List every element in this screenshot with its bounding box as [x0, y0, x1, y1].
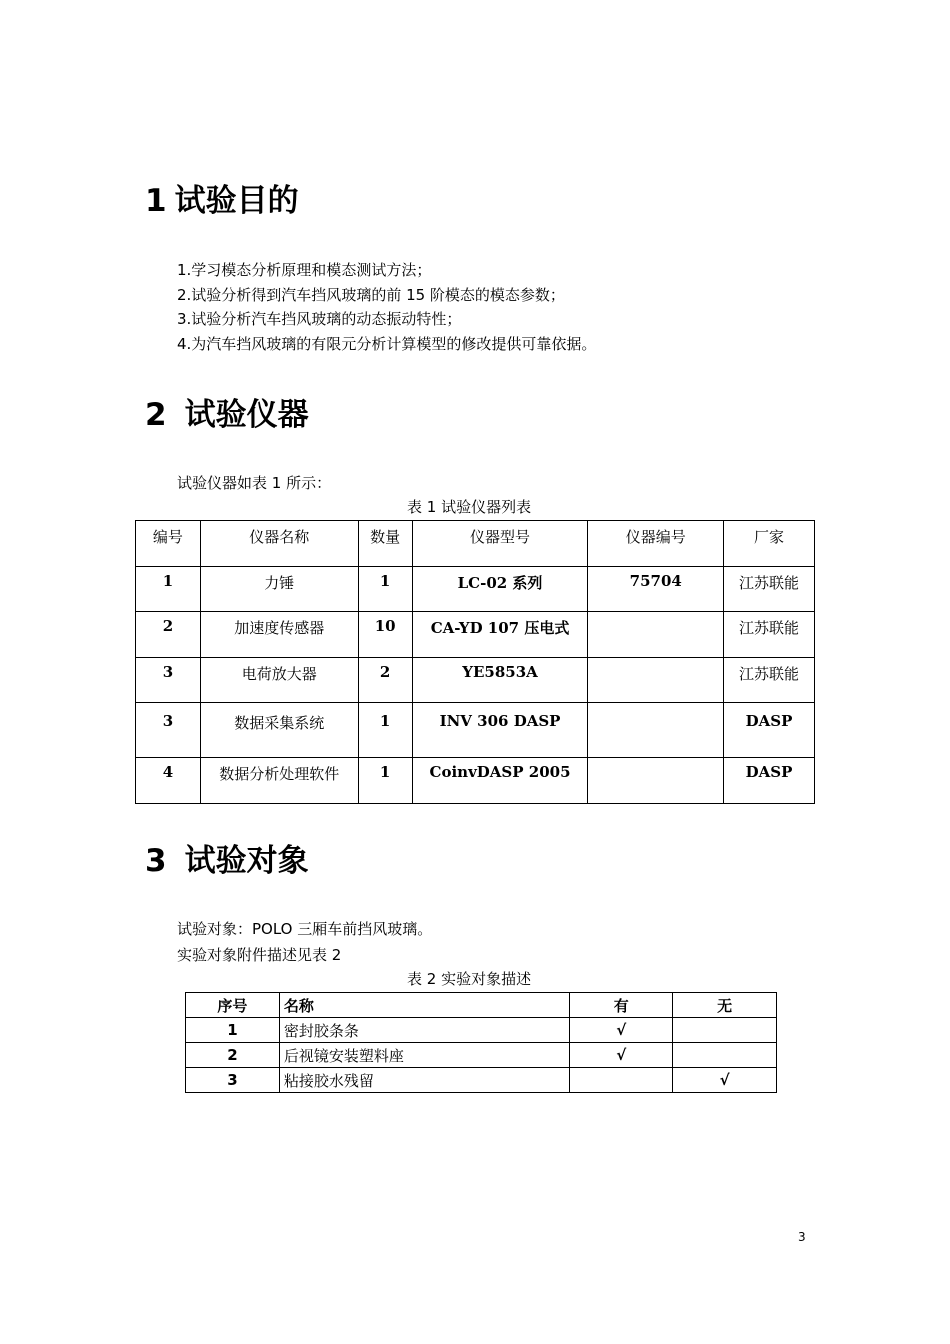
- table-header: 名称: [279, 993, 570, 1018]
- table-cell: 后视镜安装塑料座: [279, 1043, 570, 1068]
- table-cell: INV 306 DASP: [412, 703, 588, 758]
- table-cell: 1: [358, 703, 412, 758]
- check-mark: [673, 1043, 777, 1068]
- table-cell: 密封胶条条: [279, 1018, 570, 1043]
- table-cell: 江苏联能: [724, 612, 815, 658]
- table-2-caption: 表 2 实验对象描述: [407, 970, 532, 988]
- check-mark: √: [673, 1068, 777, 1093]
- table-cell: [588, 758, 724, 804]
- table-row: [186, 1043, 777, 1068]
- table-header: 数量: [358, 521, 412, 567]
- table-header: 序号: [186, 993, 280, 1018]
- table-header: 仪器名称: [200, 521, 358, 567]
- table-cell: [588, 703, 724, 758]
- section-title: 试验目的: [174, 183, 299, 219]
- section-number: 3: [145, 843, 167, 879]
- instruments-table: [135, 520, 815, 804]
- table-cell: 江苏联能: [724, 567, 815, 612]
- table-cell: 江苏联能: [724, 658, 815, 703]
- table-cell: 1: [136, 567, 201, 612]
- list-item: 2.试验分析得到汽车挡风玻璃的前 15 阶模态的模态参数；: [177, 285, 565, 304]
- table-row: [136, 612, 815, 658]
- table-header: 无: [673, 993, 777, 1018]
- section-title: 试验仪器: [184, 397, 309, 433]
- table-cell: 加速度传感器: [200, 612, 358, 658]
- table-row: [136, 703, 815, 758]
- table-cell: DASP: [724, 703, 815, 758]
- table-cell: 2: [136, 612, 201, 658]
- purpose-list: [177, 258, 596, 356]
- table-cell: 1: [358, 567, 412, 612]
- table-header-row: [186, 993, 777, 1018]
- section-number: 1: [145, 183, 167, 219]
- table-cell: 2: [186, 1043, 280, 1068]
- check-mark: √: [570, 1018, 673, 1043]
- section-title: 试验对象: [184, 843, 309, 879]
- check-mark: √: [570, 1043, 673, 1068]
- section-3-heading: [145, 841, 309, 881]
- table-cell: 2: [358, 658, 412, 703]
- table-cell: 3: [136, 658, 201, 703]
- table-cell: 数据采集系统: [200, 703, 358, 758]
- object-line: 试验对象：POLO 三厢车前挡风玻璃。: [177, 920, 433, 938]
- table-cell: YE5853A: [412, 658, 588, 703]
- object-appendix-line: 实验对象附件描述见表 2: [177, 946, 342, 964]
- table-cell: DASP: [724, 758, 815, 804]
- section-2-heading: [145, 395, 309, 435]
- table-row: [186, 1068, 777, 1093]
- table-cell: [588, 658, 724, 703]
- table-cell: 1: [358, 758, 412, 804]
- page-number: 3: [798, 1230, 806, 1244]
- section-number: 2: [145, 397, 167, 433]
- table-row: [186, 1018, 777, 1043]
- table-cell: LC-02 系列: [412, 567, 588, 612]
- table-cell: 数据分析处理软件: [200, 758, 358, 804]
- check-mark: [673, 1018, 777, 1043]
- table-row: [136, 658, 815, 703]
- table-row: [136, 567, 815, 612]
- table-cell: 75704: [588, 567, 724, 612]
- check-mark: [570, 1068, 673, 1093]
- table-header-row: [136, 521, 815, 567]
- table-header: 仪器型号: [412, 521, 588, 567]
- table-cell: 3: [186, 1068, 280, 1093]
- table-header: 厂家: [724, 521, 815, 567]
- table-cell: 1: [186, 1018, 280, 1043]
- table-cell: 3: [136, 703, 201, 758]
- table-1-caption: 表 1 试验仪器列表: [407, 498, 532, 516]
- table-cell: CoinvDASP 2005: [412, 758, 588, 804]
- table-header: 编号: [136, 521, 201, 567]
- table-cell: [588, 612, 724, 658]
- list-item: 4.为汽车挡风玻璃的有限元分析计算模型的修改提供可靠依据。: [177, 334, 597, 353]
- table-header: 仪器编号: [588, 521, 724, 567]
- table-header: 有: [570, 993, 673, 1018]
- list-item: 1.学习模态分析原理和模态测试方法；: [177, 261, 432, 279]
- section-1-heading: [145, 181, 299, 221]
- table-cell: 力锤: [200, 567, 358, 612]
- table-cell: 电荷放大器: [200, 658, 358, 703]
- table-cell: 4: [136, 758, 201, 804]
- list-item: 3.试验分析汽车挡风玻璃的动态振动特性；: [177, 310, 462, 329]
- table-row: [136, 758, 815, 804]
- object-table: [185, 992, 777, 1093]
- instruments-intro: 试验仪器如表 1 所示：: [177, 474, 332, 492]
- table-cell: 10: [358, 612, 412, 658]
- table-cell: CA-YD 107 压电式: [412, 612, 588, 658]
- table-cell: 粘接胶水残留: [279, 1068, 570, 1093]
